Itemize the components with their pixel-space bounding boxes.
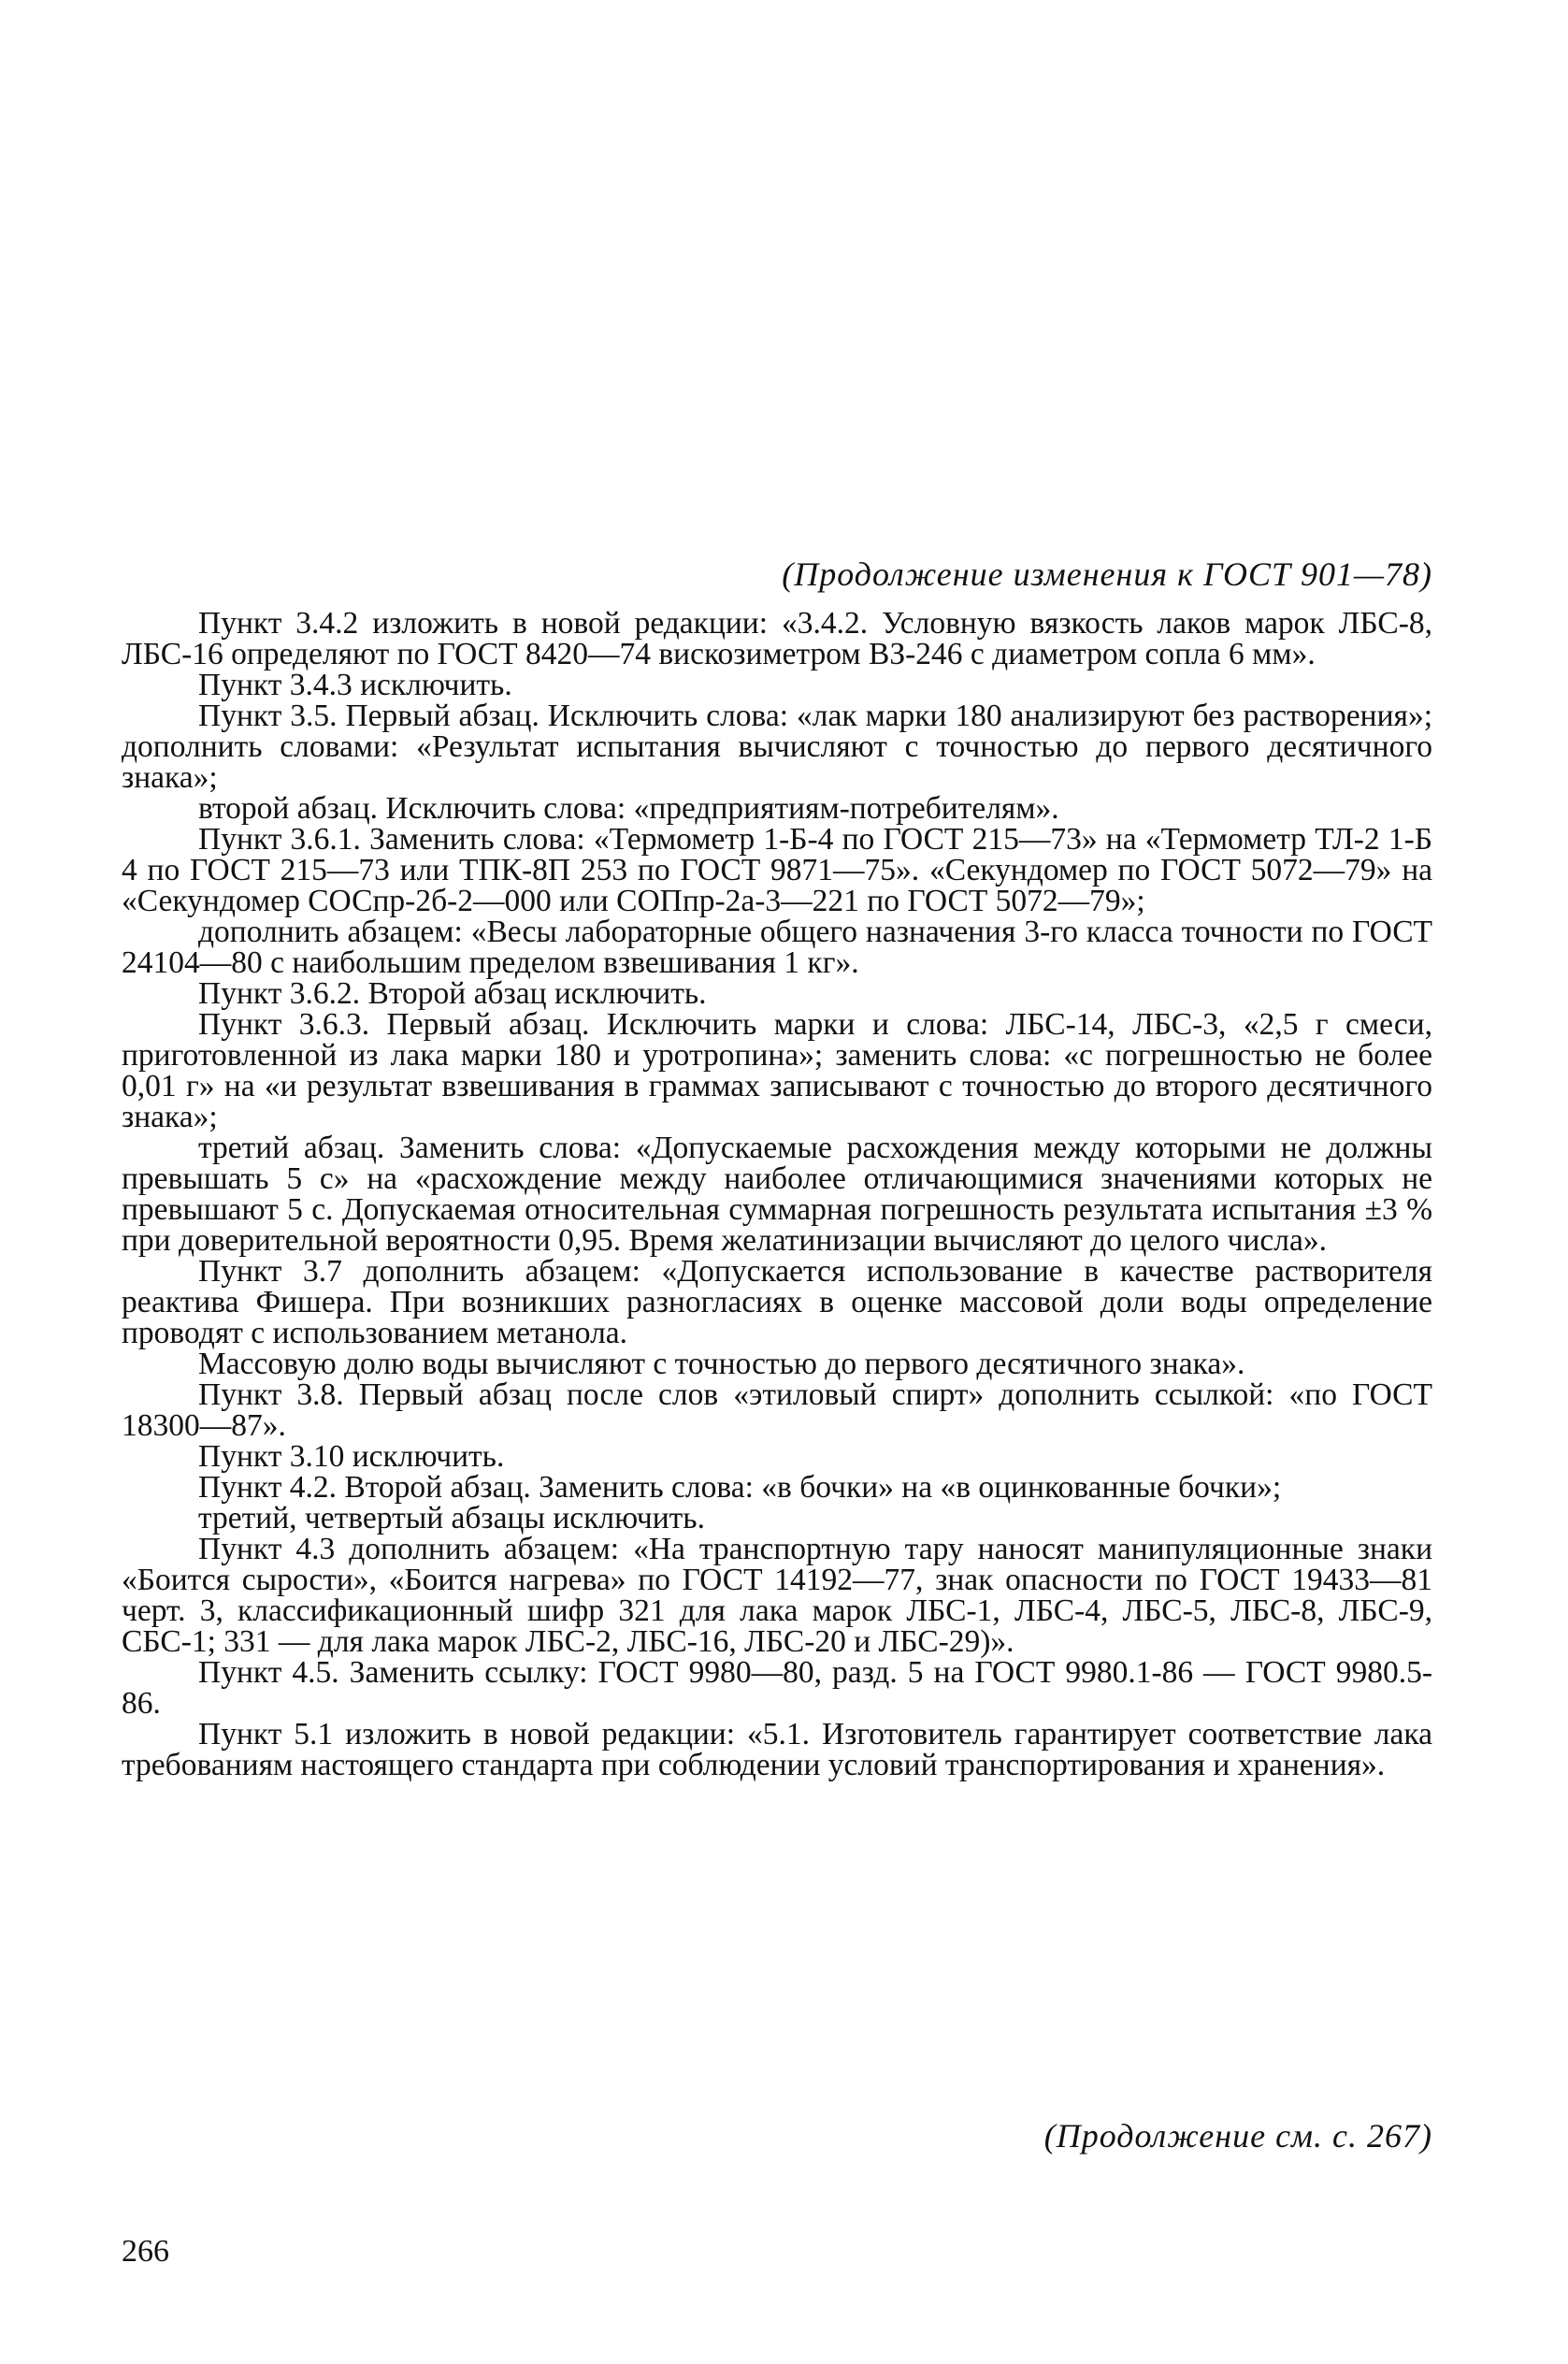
paragraph-3-8: Пункт 3.8. Первый абзац после слов «этиловый спирт» дополнить ссылкой: «по ГОСТ 18300—87». bbox=[122, 1377, 1432, 1443]
paragraph-5-1: Пункт 5.1 изложить в новой редакции: «5.1. Изготовитель гарантирует соответствие лака требованиям настоящего стандарта при соблюдении условий транспортирования и хранения». bbox=[122, 1717, 1432, 1782]
paragraph-3-7-water: Массовую долю воды вычисляют с точностью до первого десятичного знака». bbox=[198, 1347, 1245, 1381]
continuation-header: (Продолжение изменения к ГОСТ 901—78) bbox=[782, 555, 1432, 593]
paragraph-3-10: Пункт 3.10 исключить. bbox=[198, 1439, 505, 1474]
paragraph-3-4-3: Пункт 3.4.3 исключить. bbox=[198, 668, 512, 702]
paragraph-4-2-third: третий, четвертый абзацы исключить. bbox=[198, 1501, 705, 1535]
paragraph-4-5: Пункт 4.5. Заменить ссылку: ГОСТ 9980—80, разд. 5 на ГОСТ 9980.1-86 — ГОСТ 9980.5-86. bbox=[122, 1655, 1432, 1721]
page-number: 266 bbox=[122, 2234, 169, 2269]
paragraph-3-6-1-addition: дополнить абзацем: «Весы лабораторные общего назначения 3-го класса точности по ГОСТ 24104—80 с наибольшим пределом взвешивания 1 кг». bbox=[122, 915, 1432, 980]
paragraph-3-4-2: Пункт 3.4.2 изложить в новой редакции: «3.4.2. Условную вязкость лаков марок ЛБС-8, ЛБС-16 определяют по ГОСТ 8420—74 вискозиметром ВЗ-246 с диаметром сопла 6 мм». bbox=[122, 606, 1432, 671]
continuation-footer: (Продолжение см. с. 267) bbox=[1043, 2117, 1432, 2155]
paragraph-4-3: Пункт 4.3 дополнить абзацем: «На транспортную тару наносят манипуляционные знаки «Боится сырости», «Боится нагрева» по ГОСТ 14192—77, знак опасности по ГОСТ 19433—81 черт. 3, классификационный шифр 321 для лака марок ЛБС-1, ЛБС-4, ЛБС-5, ЛБС-8, ЛБС-9, СБС-1; 331 — для лака марок ЛБС-2, ЛБС-16, ЛБС-20 и ЛБС-29)». bbox=[122, 1532, 1432, 1659]
paragraph-3-5: Пункт 3.5. Первый абзац. Исключить слова: «лак марки 180 анализируют без растворения»; дополнить словами: «Результат испытания вычисляют с точностью до первого десятичного знака»; bbox=[122, 699, 1432, 795]
paragraph-3-5-second: второй абзац. Исключить слова: «предприятиям-потребителям». bbox=[198, 791, 1059, 826]
document-body bbox=[122, 608, 1432, 1780]
paragraph-3-6-3: Пункт 3.6.3. Первый абзац. Исключить марки и слова: ЛБС-14, ЛБС-3, «2,5 г смеси, приготовленной из лака марки 180 и уротропина»; заменить слова: «с погрешностью не более 0,01 г» на «и результат взвешивания в граммах записывают с точностью до второго десятичного знака»; bbox=[122, 1007, 1432, 1134]
paragraph-3-7: Пункт 3.7 дополнить абзацем: «Допускается использование в качестве растворителя реактива Фишера. При возникших разногласиях в оценке массовой доли воды определение проводят с использованием метанола. bbox=[122, 1254, 1432, 1350]
paragraph-3-6-1: Пункт 3.6.1. Заменить слова: «Термометр 1-Б-4 по ГОСТ 215—73» на «Термометр ТЛ-2 1-Б 4 по ГОСТ 215—73 или ТПК-8П 253 по ГОСТ 9871—75». «Секундомер по ГОСТ 5072—79» на «Секундомер СОСпр-2б-2—000 или СОПпр-2а-3—221 по ГОСТ 5072—79»; bbox=[122, 822, 1432, 918]
paragraph-4-2: Пункт 4.2. Второй абзац. Заменить слова: «в бочки» на «в оцинкованные бочки»; bbox=[198, 1470, 1282, 1505]
paragraph-3-6-3-third: третий абзац. Заменить слова: «Допускаемые расхождения между которыми не должны превышать 5 с» на «расхождение между наиболее отличающимися значениями которых не превышают 5 с. Допускаемая относительная суммарная погрешность результата испытания ±3 % при доверительной вероятности 0,95. Время желатинизации вычисляют до целого числа». bbox=[122, 1131, 1432, 1258]
paragraph-3-6-2: Пункт 3.6.2. Второй абзац исключить. bbox=[198, 976, 707, 1011]
